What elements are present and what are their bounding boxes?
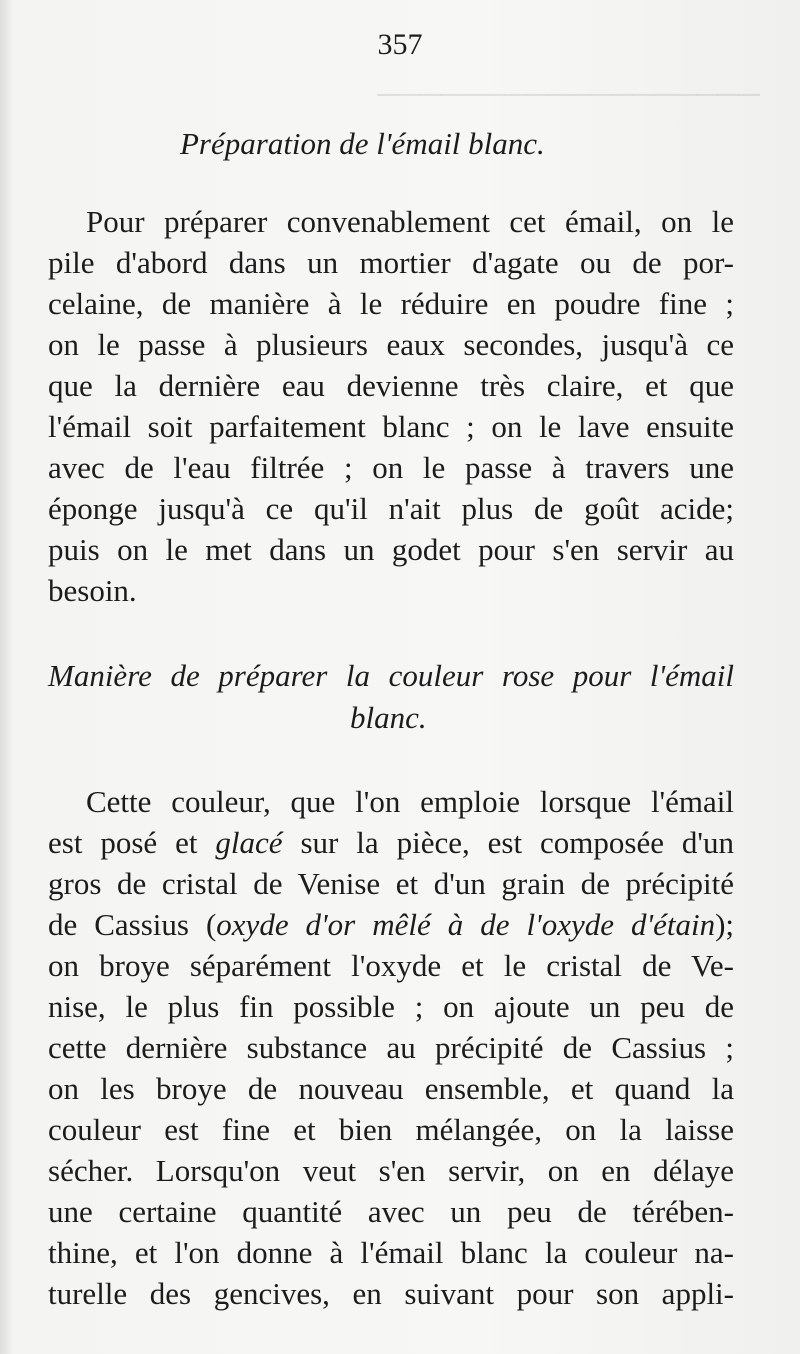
text-run: ); (715, 907, 735, 942)
paragraph-line: Pour préparer convenablement cet émail, on le (86, 204, 734, 239)
section-title-email-blanc: Préparation de l'émail blanc. (180, 126, 545, 161)
paragraph-line: nise, le plus fin possible ; on ajoute un peu de (48, 989, 734, 1024)
text-run: sur la pièce, est composée d'un (282, 825, 734, 860)
show-through-texture: ────────────────── (377, 78, 760, 111)
page-number: 357 (377, 28, 423, 61)
paragraph-line: sécher. Lorsqu'on veut s'en servir, on en délaye (48, 1153, 734, 1188)
section-title-couleur-rose: Manière de préparer la couleur rose pour l'émail (48, 658, 734, 693)
paragraph-line: couleur est fine et bien mélangée, on la laisse (48, 1112, 734, 1147)
text-run: de Cassius ( (48, 907, 217, 942)
paragraph-line: celaine, de manière à le réduire en poudre fine ; (48, 286, 734, 321)
paragraph-line: on le passe à plusieurs eaux secondes, jusqu'à ce (48, 327, 734, 362)
paragraph-line: avec de l'eau filtrée ; on le passe à travers une (48, 450, 734, 485)
paragraph-line: turelle des gencives, en suivant pour son appli- (48, 1276, 734, 1311)
paragraph-line: on les broye de nouveau ensemble, et quand la (48, 1071, 734, 1106)
paragraph-line: gros de cristal de Venise et d'un grain de précipité (48, 866, 734, 901)
paragraph-line: thine, et l'on donne à l'émail blanc la couleur na- (48, 1235, 734, 1270)
paragraph-line: éponge jusqu'à ce qu'il n'ait plus de goût acide; (48, 491, 734, 526)
paragraph-line: l'émail soit parfaitement blanc ; on le lave ensuite (48, 409, 734, 444)
paragraph-line (48, 823, 734, 863)
italic-term: glacé (215, 825, 283, 860)
paragraph-line: on broye séparément l'oxyde et le cristal de Ve- (48, 948, 734, 983)
paragraph-line: Cette couleur, que l'on emploie lorsque l'émail (86, 784, 734, 819)
paragraph-line: pile d'abord dans un mortier d'agate ou de por- (48, 245, 734, 280)
paragraph-line: que la dernière eau devienne très claire, et que (48, 368, 734, 403)
paragraph-line: une certaine quantité avec un peu de térében- (48, 1194, 734, 1229)
paragraph-line: cette dernière substance au précipité de Cassius ; (48, 1030, 734, 1065)
paragraph-line (48, 905, 734, 945)
paragraph-line: puis on le met dans un godet pour s'en servir au (48, 532, 734, 567)
section-title-couleur-rose-cont: blanc. (350, 700, 427, 735)
italic-term: oxyde d'or mêlé à de l'oxyde d'étain (216, 907, 716, 942)
text-run: est posé et (48, 825, 216, 860)
paragraph-line: besoin. (48, 573, 137, 608)
